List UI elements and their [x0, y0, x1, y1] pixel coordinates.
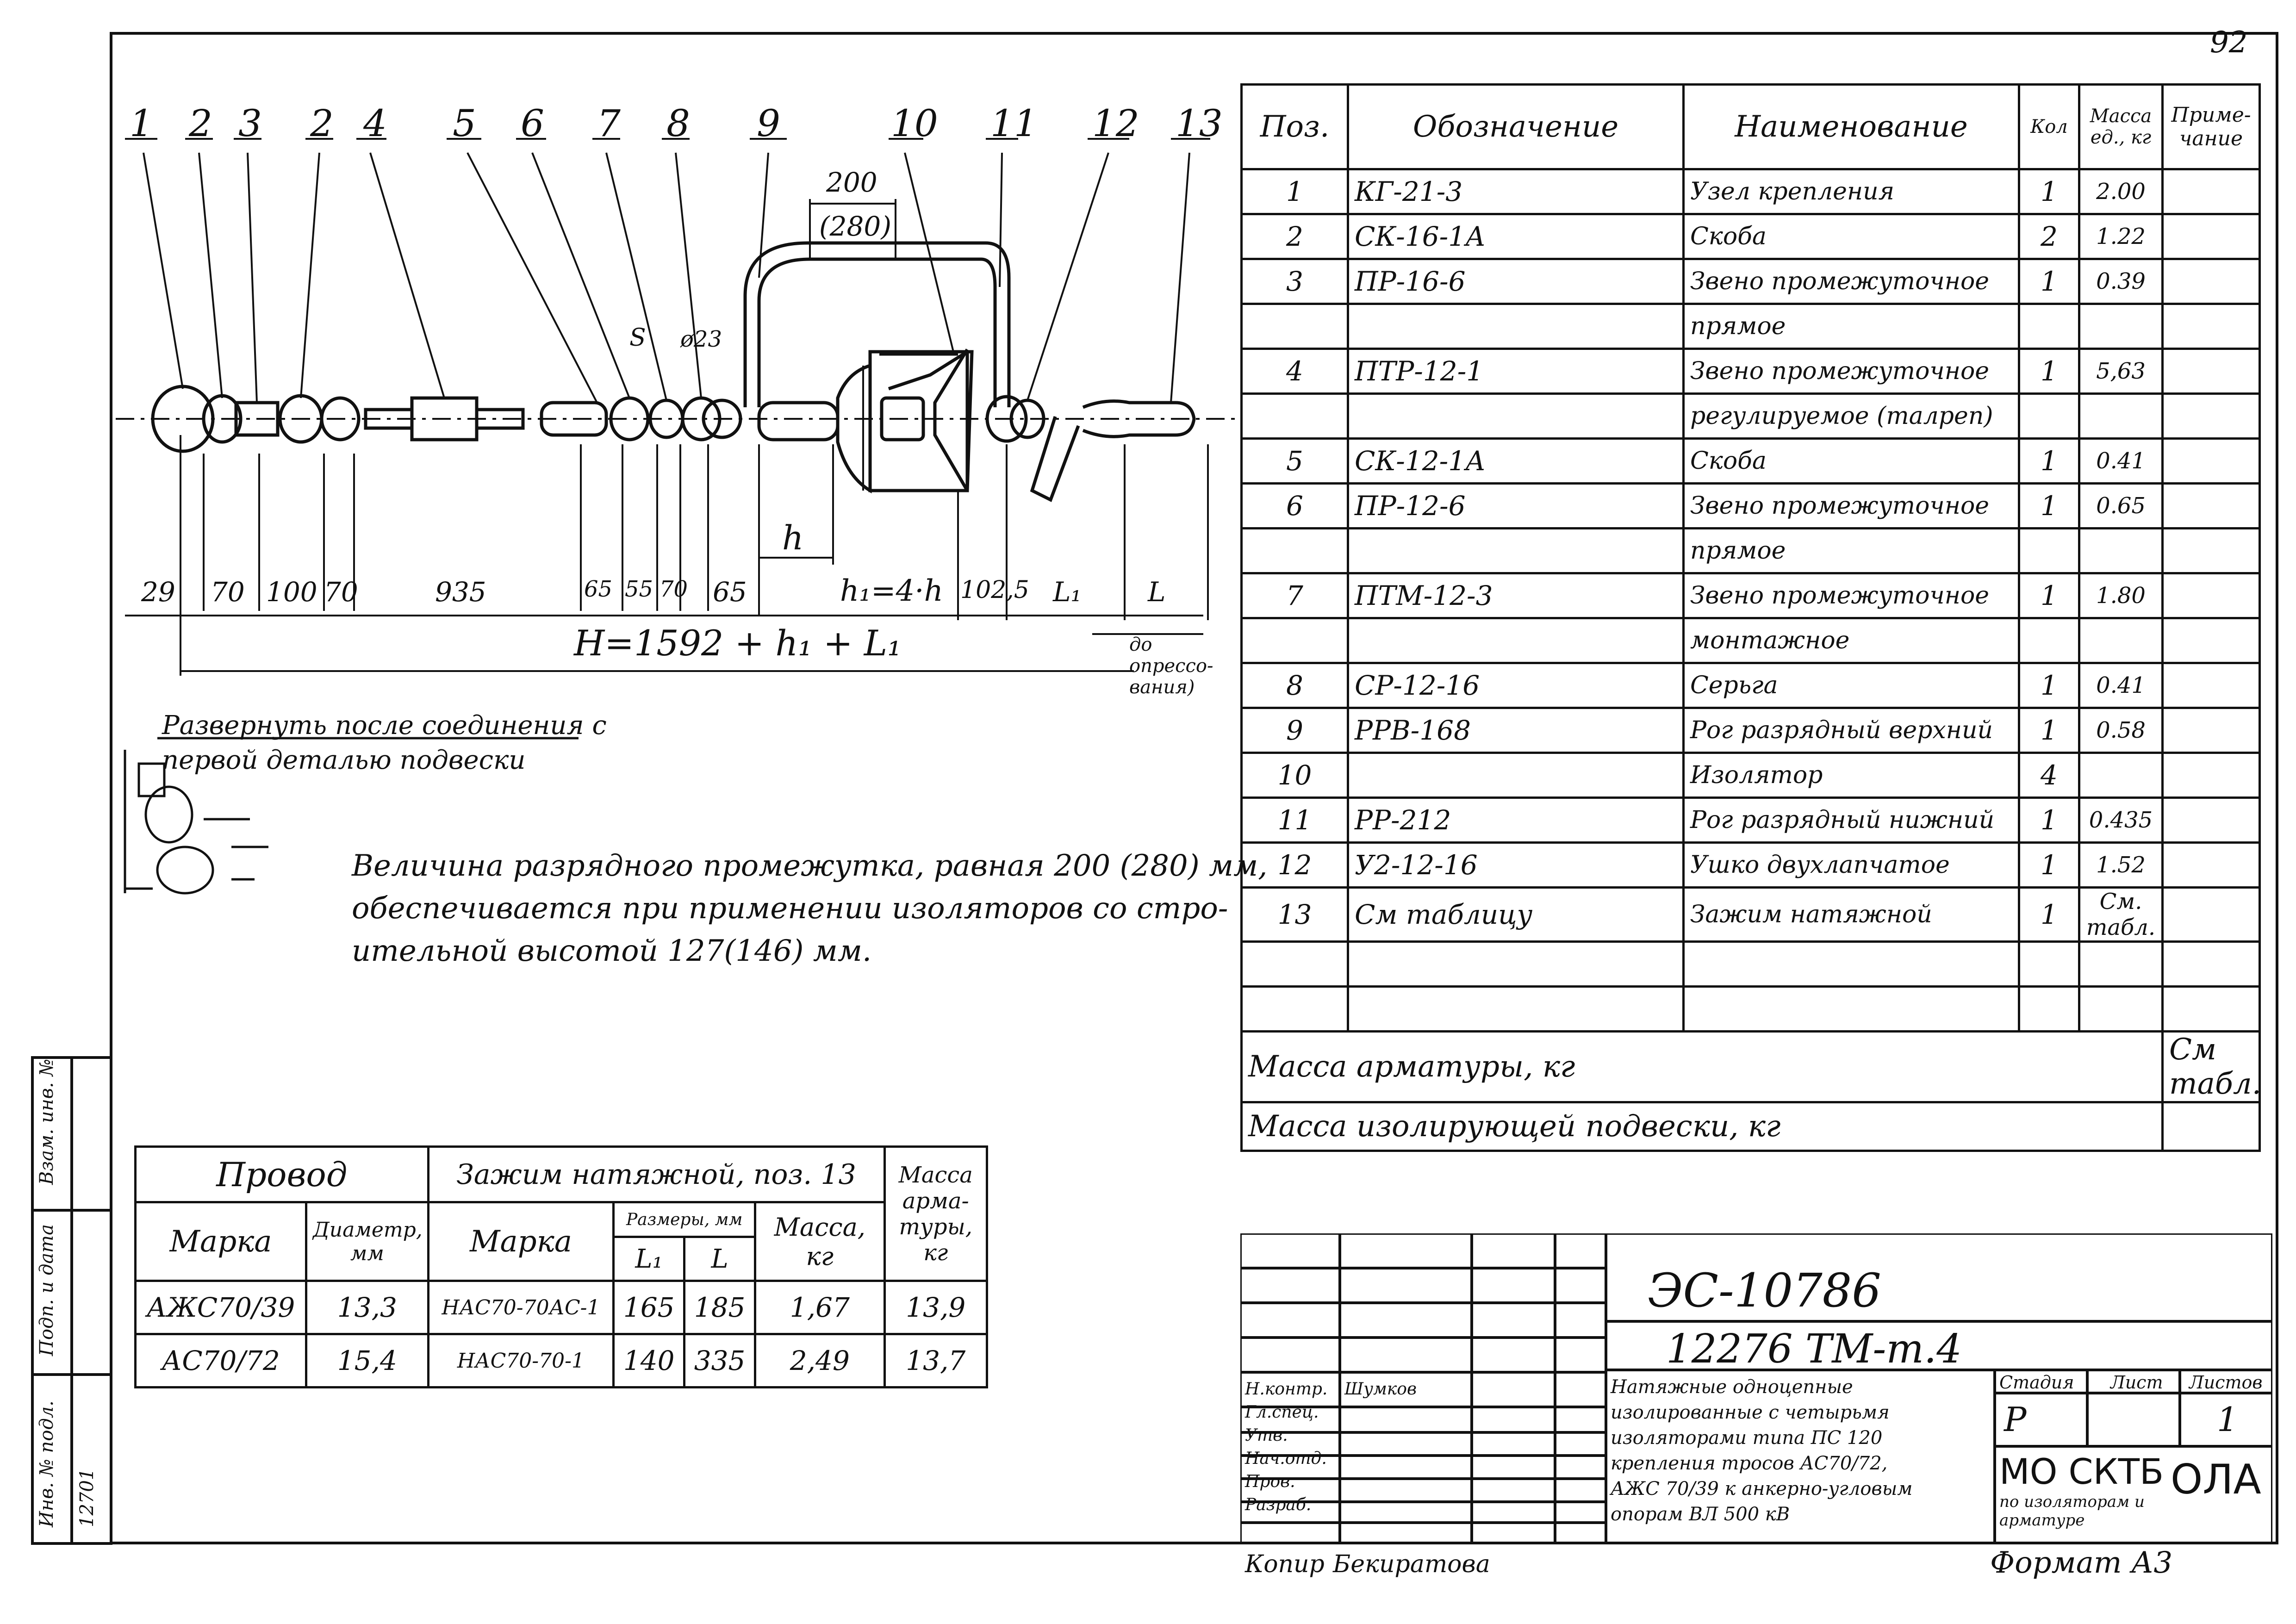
spec-quantity: 1 — [2019, 169, 2079, 214]
header-wire-mark: Марка — [136, 1202, 306, 1281]
unwrap-note-1: Развернуть после соединения с — [162, 710, 607, 740]
spec-row — [1242, 214, 2260, 259]
spec-position: 12 — [1242, 843, 1348, 888]
position-label: 8 — [666, 102, 690, 145]
role-label: Нач.отд. — [1245, 1449, 1327, 1468]
armature-mass: 13,9 — [884, 1281, 987, 1334]
header-name: Наименование — [1684, 85, 2019, 169]
spec-designation — [1348, 529, 1684, 573]
stage-label: Стадия — [1999, 1372, 2074, 1393]
spec-position: 2 — [1242, 214, 1348, 259]
spec-position: 9 — [1242, 708, 1348, 753]
spec-quantity: 1 — [2019, 349, 2079, 394]
spec-designation: РР-212 — [1348, 798, 1684, 843]
position-label: 2 — [189, 102, 212, 145]
spec-quantity: 1 — [2019, 843, 2079, 888]
spec-note — [2163, 888, 2260, 942]
spec-quantity: 1 — [2019, 439, 2079, 484]
dimension-value: 70 — [324, 576, 358, 608]
armature-mass: 13,7 — [884, 1334, 987, 1388]
s-label: S — [629, 324, 646, 352]
inventory-number: 12701 — [76, 1468, 98, 1527]
diameter-label: ø23 — [680, 326, 722, 352]
spec-unit-mass: 0.41 — [2079, 663, 2163, 708]
paper-format: Формат А3 — [1990, 1546, 2173, 1580]
spec-note — [2163, 573, 2260, 618]
spec-unit-mass — [2079, 987, 2163, 1032]
spec-quantity — [2019, 394, 2079, 439]
spec-row — [1242, 843, 2260, 888]
copied-by: Бекиратова — [1333, 1550, 1490, 1578]
spec-note — [2163, 753, 2260, 798]
spec-position — [1242, 394, 1348, 439]
insulator-string-diagram — [116, 139, 1240, 893]
note-line: ительной высотой 127(146) мм. — [352, 934, 872, 968]
position-label: 12 — [1092, 102, 1139, 145]
dimension-value: 55 — [625, 576, 653, 602]
spec-position: 11 — [1242, 798, 1348, 843]
spec-unit-mass: 1.52 — [2079, 843, 2163, 888]
position-label: 9 — [757, 102, 780, 145]
spec-quantity: 1 — [2019, 484, 2079, 529]
spec-unit-mass — [2079, 394, 2163, 439]
mass-armature-value: См табл. — [2163, 1032, 2260, 1102]
spec-name: Зажим натяжной — [1684, 888, 2019, 942]
spec-note — [2163, 169, 2260, 214]
side-stamp-inventory: Инв. № подл. — [36, 1400, 57, 1527]
spec-designation: ПТР-12-1 — [1348, 349, 1684, 394]
dimension-value: 935 — [435, 576, 486, 608]
wire-mark: АЖС70/39 — [136, 1281, 306, 1334]
spec-row — [1242, 394, 2260, 439]
wire-subheader-row — [136, 1202, 987, 1237]
h1-label: h₁=4·h — [840, 574, 943, 608]
description-line: Натяжные одноцепные — [1611, 1376, 1853, 1398]
spec-unit-mass: 0.41 — [2079, 439, 2163, 484]
header-clamp: Зажим натяжной, поз. 13 — [428, 1147, 884, 1202]
mass-insulating-value — [2163, 1102, 2260, 1151]
spec-position — [1242, 529, 1348, 573]
spec-row — [1242, 169, 2260, 214]
spec-unit-mass — [2079, 753, 2163, 798]
spec-note — [2163, 349, 2260, 394]
spec-quantity — [2019, 987, 2079, 1032]
specification-table — [1240, 83, 2261, 1152]
spec-name: Звено промежуточное — [1684, 349, 2019, 394]
header-designation: Обозначение — [1348, 85, 1684, 169]
spec-name: Звено промежуточное — [1684, 484, 2019, 529]
description-line: крепления тросов АС70/72, — [1611, 1453, 1888, 1474]
dimension-value: L — [1148, 576, 1166, 608]
spec-quantity: 2 — [2019, 214, 2079, 259]
clamp-l1: 140 — [614, 1334, 684, 1388]
role-label: Разраб. — [1245, 1495, 1312, 1514]
spec-name: прямое — [1684, 529, 2019, 573]
header-note: Приме-чание — [2163, 85, 2260, 169]
organization-name: МО СКТБ — [1999, 1451, 2164, 1492]
dimension-value: 65 — [584, 576, 613, 602]
spec-unit-mass: 0.39 — [2079, 259, 2163, 304]
spec-position: 6 — [1242, 484, 1348, 529]
clamp-mass: 1,67 — [755, 1281, 884, 1334]
dimension-value: 29 — [141, 576, 175, 608]
spec-name: Узел крепления — [1684, 169, 2019, 214]
position-label: 1 — [130, 102, 153, 145]
spec-row — [1242, 618, 2260, 663]
spec-name: Скоба — [1684, 439, 2019, 484]
wire-diameter: 13,3 — [306, 1281, 429, 1334]
dimension-value: 100 — [266, 576, 317, 608]
header-diameter: Диаметр, мм — [306, 1202, 429, 1281]
wire-diameter: 15,4 — [306, 1334, 429, 1388]
header-position: Поз. — [1242, 85, 1348, 169]
wire-row — [136, 1334, 987, 1388]
position-label: 13 — [1176, 102, 1223, 145]
spec-unit-mass: 0.65 — [2079, 484, 2163, 529]
spec-note — [2163, 259, 2260, 304]
spec-unit-mass — [2079, 529, 2163, 573]
header-wire: Провод — [136, 1147, 429, 1202]
document-code: ЭС-10786 — [1648, 1263, 1881, 1318]
spec-unit-mass: 1.22 — [2079, 214, 2163, 259]
spec-row — [1242, 888, 2260, 942]
position-label: 6 — [521, 102, 544, 145]
spec-note — [2163, 618, 2260, 663]
spec-note — [2163, 394, 2260, 439]
role-label: Н.контр. — [1245, 1380, 1328, 1399]
gap-dimension: 200 — [826, 167, 877, 198]
spec-position — [1242, 304, 1348, 349]
spec-designation — [1348, 618, 1684, 663]
spec-quantity: 4 — [2019, 753, 2079, 798]
spec-unit-mass: См. табл. — [2079, 888, 2163, 942]
role-label: Гл.спец. — [1245, 1403, 1319, 1422]
spec-note — [2163, 484, 2260, 529]
spec-designation — [1348, 942, 1684, 987]
spec-position: 13 — [1242, 888, 1348, 942]
spec-position: 7 — [1242, 573, 1348, 618]
spec-row — [1242, 573, 2260, 618]
position-label: 10 — [891, 102, 938, 145]
sheet-number: 92 — [2210, 25, 2248, 60]
stage-value: Р — [2004, 1400, 2027, 1439]
spec-name: Скоба — [1684, 214, 2019, 259]
spec-note — [2163, 663, 2260, 708]
sheets-label: Листов — [2189, 1372, 2263, 1393]
spec-position: 8 — [1242, 663, 1348, 708]
mass-armature-label: Масса арматуры, кг — [1242, 1032, 2163, 1102]
signature-names — [1344, 1378, 1417, 1401]
position-label: 7 — [597, 102, 621, 145]
spec-unit-mass: 2.00 — [2079, 169, 2163, 214]
spec-designation — [1348, 987, 1684, 1032]
spec-row — [1242, 484, 2260, 529]
spec-designation — [1348, 304, 1684, 349]
spec-designation: ПТМ-12-3 — [1348, 573, 1684, 618]
spec-quantity — [2019, 618, 2079, 663]
spec-designation: См таблицу — [1348, 888, 1684, 942]
clamp-l: 185 — [684, 1281, 755, 1334]
clamp-mark: НАС70-70-1 — [428, 1334, 614, 1388]
spec-unit-mass: 0.435 — [2079, 798, 2163, 843]
spec-note — [2163, 214, 2260, 259]
header-l1: L₁ — [614, 1237, 684, 1281]
dimension-value: 65 — [713, 576, 747, 608]
spec-unit-mass — [2079, 618, 2163, 663]
spec-row — [1242, 529, 2260, 573]
description-line: АЖС 70/39 к анкерно-угловым — [1611, 1478, 1913, 1500]
clamp-mass: 2,49 — [755, 1334, 884, 1388]
spec-name: Ушко двухлапчатое — [1684, 843, 2019, 888]
spec-quantity: 1 — [2019, 573, 2079, 618]
signature-roles — [1245, 1378, 1327, 1517]
sheet-label: Лист — [2110, 1372, 2163, 1393]
spec-row — [1242, 259, 2260, 304]
spec-designation: ПР-16-6 — [1348, 259, 1684, 304]
dimension-value: L₁ — [1053, 576, 1082, 608]
spec-quantity: 1 — [2019, 259, 2079, 304]
organization-logo: ОЛА — [2171, 1456, 2261, 1503]
side-stamp-signature: Подп. и дата — [36, 1224, 57, 1356]
spec-designation: РРВ-168 — [1348, 708, 1684, 753]
header-unit-mass: Масса ед., кг — [2079, 85, 2163, 169]
spec-position: 1 — [1242, 169, 1348, 214]
description-line: опорам ВЛ 500 кВ — [1611, 1504, 1790, 1525]
clamp-l1: 165 — [614, 1281, 684, 1334]
wire-row — [136, 1281, 987, 1334]
spec-row — [1242, 708, 2260, 753]
position-label: 4 — [363, 102, 387, 145]
spec-name: Рог разрядный верхний — [1684, 708, 2019, 753]
wire-mark: АС70/72 — [136, 1334, 306, 1388]
dimension-value: 70 — [211, 576, 245, 608]
spec-note — [2163, 529, 2260, 573]
spec-name: Серьга — [1684, 663, 2019, 708]
spec-position — [1242, 987, 1348, 1032]
spec-note — [2163, 708, 2260, 753]
position-label: 5 — [453, 102, 476, 145]
mass-insulating-label: Масса изолирующей подвески, кг — [1242, 1102, 2163, 1151]
h-label: h — [782, 518, 804, 557]
spec-unit-mass — [2079, 304, 2163, 349]
spec-header-row — [1242, 85, 2260, 169]
note-line: Величина разрядного промежутка, равная 200 (280) мм, — [352, 849, 1268, 883]
spec-note — [2163, 987, 2260, 1032]
wire-clamp-table — [134, 1145, 988, 1388]
technical-note — [352, 845, 1268, 972]
header-armature-mass: Масса арма-туры, кг — [884, 1147, 987, 1281]
spec-designation: ПР-12-6 — [1348, 484, 1684, 529]
spec-name: Изолятор — [1684, 753, 2019, 798]
spec-row — [1242, 349, 2260, 394]
spec-row — [1242, 753, 2260, 798]
spec-name: Звено промежуточное — [1684, 259, 2019, 304]
spec-designation: У2-12-16 — [1348, 843, 1684, 888]
spec-quantity: 1 — [2019, 708, 2079, 753]
spec-row — [1242, 798, 2260, 843]
header-l: L — [684, 1237, 755, 1281]
header-clamp-mass: Масса, кг — [755, 1202, 884, 1281]
dimension-value: 102,5 — [960, 576, 1029, 604]
copied-label: Копир — [1245, 1550, 1325, 1578]
gap-dimension-alt: (280) — [819, 211, 891, 242]
spec-name: Рог разрядный нижний — [1684, 798, 2019, 843]
spec-row — [1242, 987, 2260, 1032]
dimension-value: 70 — [660, 576, 688, 602]
signatory-name: Шумков — [1344, 1380, 1417, 1399]
spec-unit-mass — [2079, 942, 2163, 987]
unwrap-note-2: первой деталью подвески — [162, 745, 526, 775]
spec-designation: СК-12-1А — [1348, 439, 1684, 484]
organization-subtitle: по изоляторам и арматуре — [1999, 1493, 2145, 1530]
spec-designation — [1348, 394, 1684, 439]
spec-position: 5 — [1242, 439, 1348, 484]
spec-name — [1684, 942, 2019, 987]
spec-name: регулируемое (талреп) — [1684, 394, 2019, 439]
spec-note — [2163, 439, 2260, 484]
spec-unit-mass: 5,63 — [2079, 349, 2163, 394]
spec-unit-mass: 1.80 — [2079, 573, 2163, 618]
mass-insulating-row — [1242, 1102, 2260, 1151]
total-length: H=1592 + h₁ + L₁ — [574, 622, 902, 664]
clamp-l: 335 — [684, 1334, 755, 1388]
spec-position — [1242, 618, 1348, 663]
spec-quantity: 1 — [2019, 663, 2079, 708]
spec-designation — [1348, 753, 1684, 798]
spec-note — [2163, 843, 2260, 888]
header-quantity: Кол — [2019, 85, 2079, 169]
spec-position: 3 — [1242, 259, 1348, 304]
spec-quantity — [2019, 942, 2079, 987]
spec-quantity: 1 — [2019, 888, 2079, 942]
position-label: 3 — [238, 102, 262, 145]
spec-name: Звено промежуточное — [1684, 573, 2019, 618]
press-note: до опрессо-вания) — [1129, 634, 1213, 698]
document-description — [1611, 1375, 1912, 1527]
mass-armature-row — [1242, 1032, 2260, 1102]
position-label: 2 — [310, 102, 334, 145]
spec-quantity — [2019, 304, 2079, 349]
spec-designation: СР-12-16 — [1348, 663, 1684, 708]
spec-unit-mass: 0.58 — [2079, 708, 2163, 753]
spec-row — [1242, 663, 2260, 708]
sheets-value: 1 — [2217, 1400, 2238, 1439]
spec-note — [2163, 798, 2260, 843]
project-number: 12276 ТМ-т.4 — [1666, 1326, 1962, 1372]
spec-note — [2163, 304, 2260, 349]
clamp-mark: НАС70-70АС-1 — [428, 1281, 614, 1334]
position-label: 11 — [990, 102, 1038, 145]
note-line: обеспечивается при применении изоляторов со стро- — [352, 891, 1228, 926]
spec-note — [2163, 942, 2260, 987]
spec-designation: КГ-21-3 — [1348, 169, 1684, 214]
spec-quantity — [2019, 529, 2079, 573]
spec-quantity: 1 — [2019, 798, 2079, 843]
spec-position — [1242, 942, 1348, 987]
role-label: Пров. — [1245, 1472, 1295, 1491]
side-stamp-replacement: Взам. инв. № — [36, 1058, 57, 1185]
description-line: изоляторами типа ПС 120 — [1611, 1427, 1883, 1449]
spec-row — [1242, 942, 2260, 987]
spec-position: 10 — [1242, 753, 1348, 798]
spec-name — [1684, 987, 2019, 1032]
header-dimensions: Размеры, мм — [614, 1202, 755, 1237]
header-clamp-mark: Марка — [428, 1202, 614, 1281]
description-line: изолированные с четырьмя — [1611, 1402, 1890, 1423]
spec-name: прямое — [1684, 304, 2019, 349]
spec-designation: СК-16-1А — [1348, 214, 1684, 259]
wire-header-row — [136, 1147, 987, 1202]
spec-position: 4 — [1242, 349, 1348, 394]
role-label: Утв. — [1245, 1426, 1288, 1445]
spec-row — [1242, 304, 2260, 349]
spec-row — [1242, 439, 2260, 484]
spec-name: монтажное — [1684, 618, 2019, 663]
